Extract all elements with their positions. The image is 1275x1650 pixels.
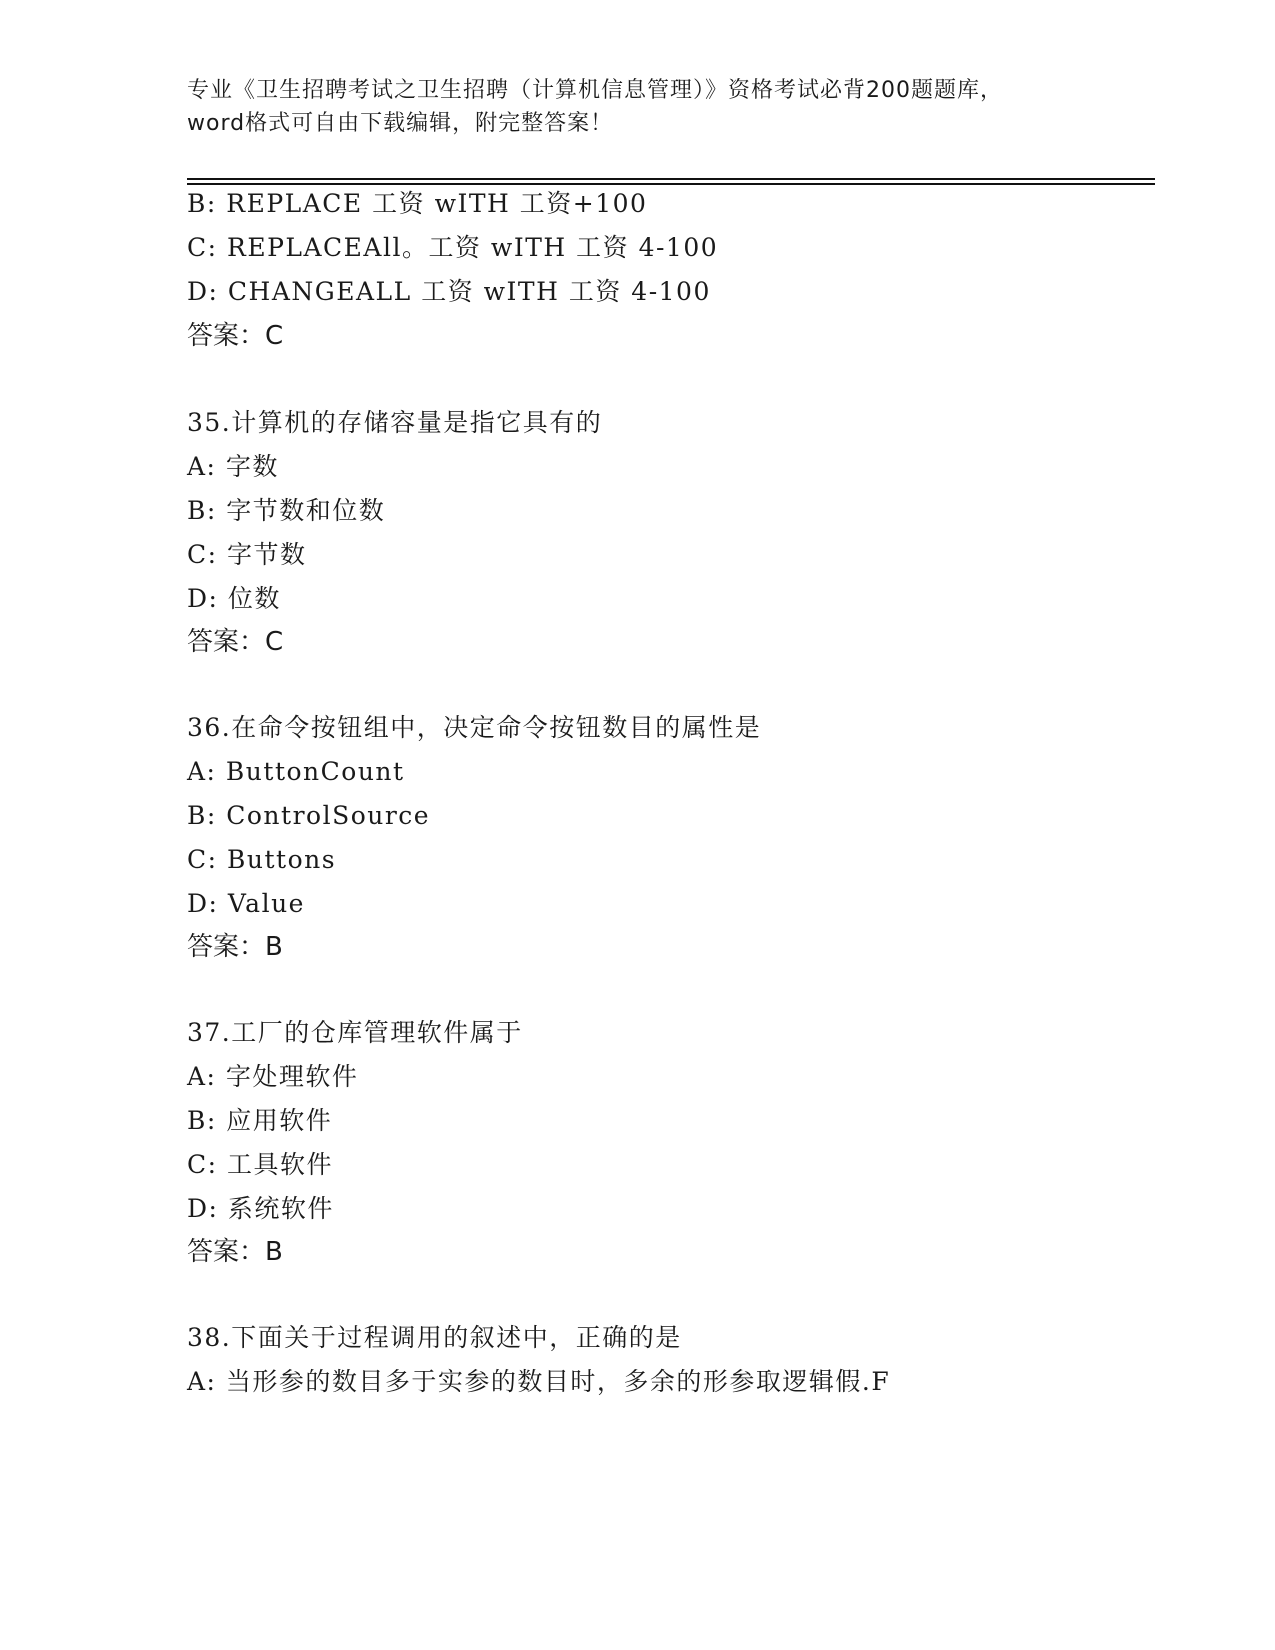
q34-option-d: D: CHANGEALL 工资 wITH 工资 4-100: [187, 277, 711, 306]
q34-answer: 答案：C: [187, 321, 284, 351]
q34-option-c: C: REPLACEAll。工资 wITH 工资 4-100: [187, 233, 719, 262]
q35-question: 35.计算机的存储容量是指它具有的: [187, 408, 603, 437]
q37-option-a: A: 字处理软件: [187, 1062, 359, 1091]
q35-option-b: B: 字节数和位数: [187, 496, 386, 525]
q38-question: 38.下面关于过程调用的叙述中，正确的是: [187, 1323, 682, 1352]
q34-option-b: B: REPLACE 工资 wITH 工资+100: [187, 189, 648, 218]
document-header: [187, 74, 1087, 140]
q36-option-a: A: ButtonCount: [187, 757, 405, 786]
q35-option-c: C: 字节数: [187, 540, 307, 569]
header-title-line-1: 专业《卫生招聘考试之卫生招聘（计算机信息管理）》资格考试必背200题题库，: [187, 78, 1003, 103]
header-title-line-2: word格式可自由下载编辑，附完整答案！: [187, 111, 614, 136]
q37-question: 37.工厂的仓库管理软件属于: [187, 1018, 523, 1047]
q37-option-c: C: 工具软件: [187, 1150, 333, 1179]
header-divider-bottom: [187, 183, 1155, 185]
header-divider-top: [187, 178, 1155, 180]
q37-option-b: B: 应用软件: [187, 1106, 333, 1135]
q37-answer: 答案：B: [187, 1237, 283, 1267]
q35-answer: 答案：C: [187, 627, 284, 657]
q35-option-a: A: 字数: [187, 452, 279, 481]
q36-answer: 答案：B: [187, 932, 283, 962]
q35-option-d: D: 位数: [187, 584, 281, 613]
q38-option-a: A: 当形参的数目多于实参的数目时，多余的形参取逻辑假.F: [187, 1367, 891, 1396]
q36-option-c: C: Buttons: [187, 845, 337, 874]
q36-option-d: D: Value: [187, 889, 305, 918]
q36-question: 36.在命令按钮组中，决定命令按钮数目的属性是: [187, 713, 762, 742]
q36-option-b: B: ControlSource: [187, 801, 431, 830]
q37-option-d: D: 系统软件: [187, 1194, 334, 1223]
